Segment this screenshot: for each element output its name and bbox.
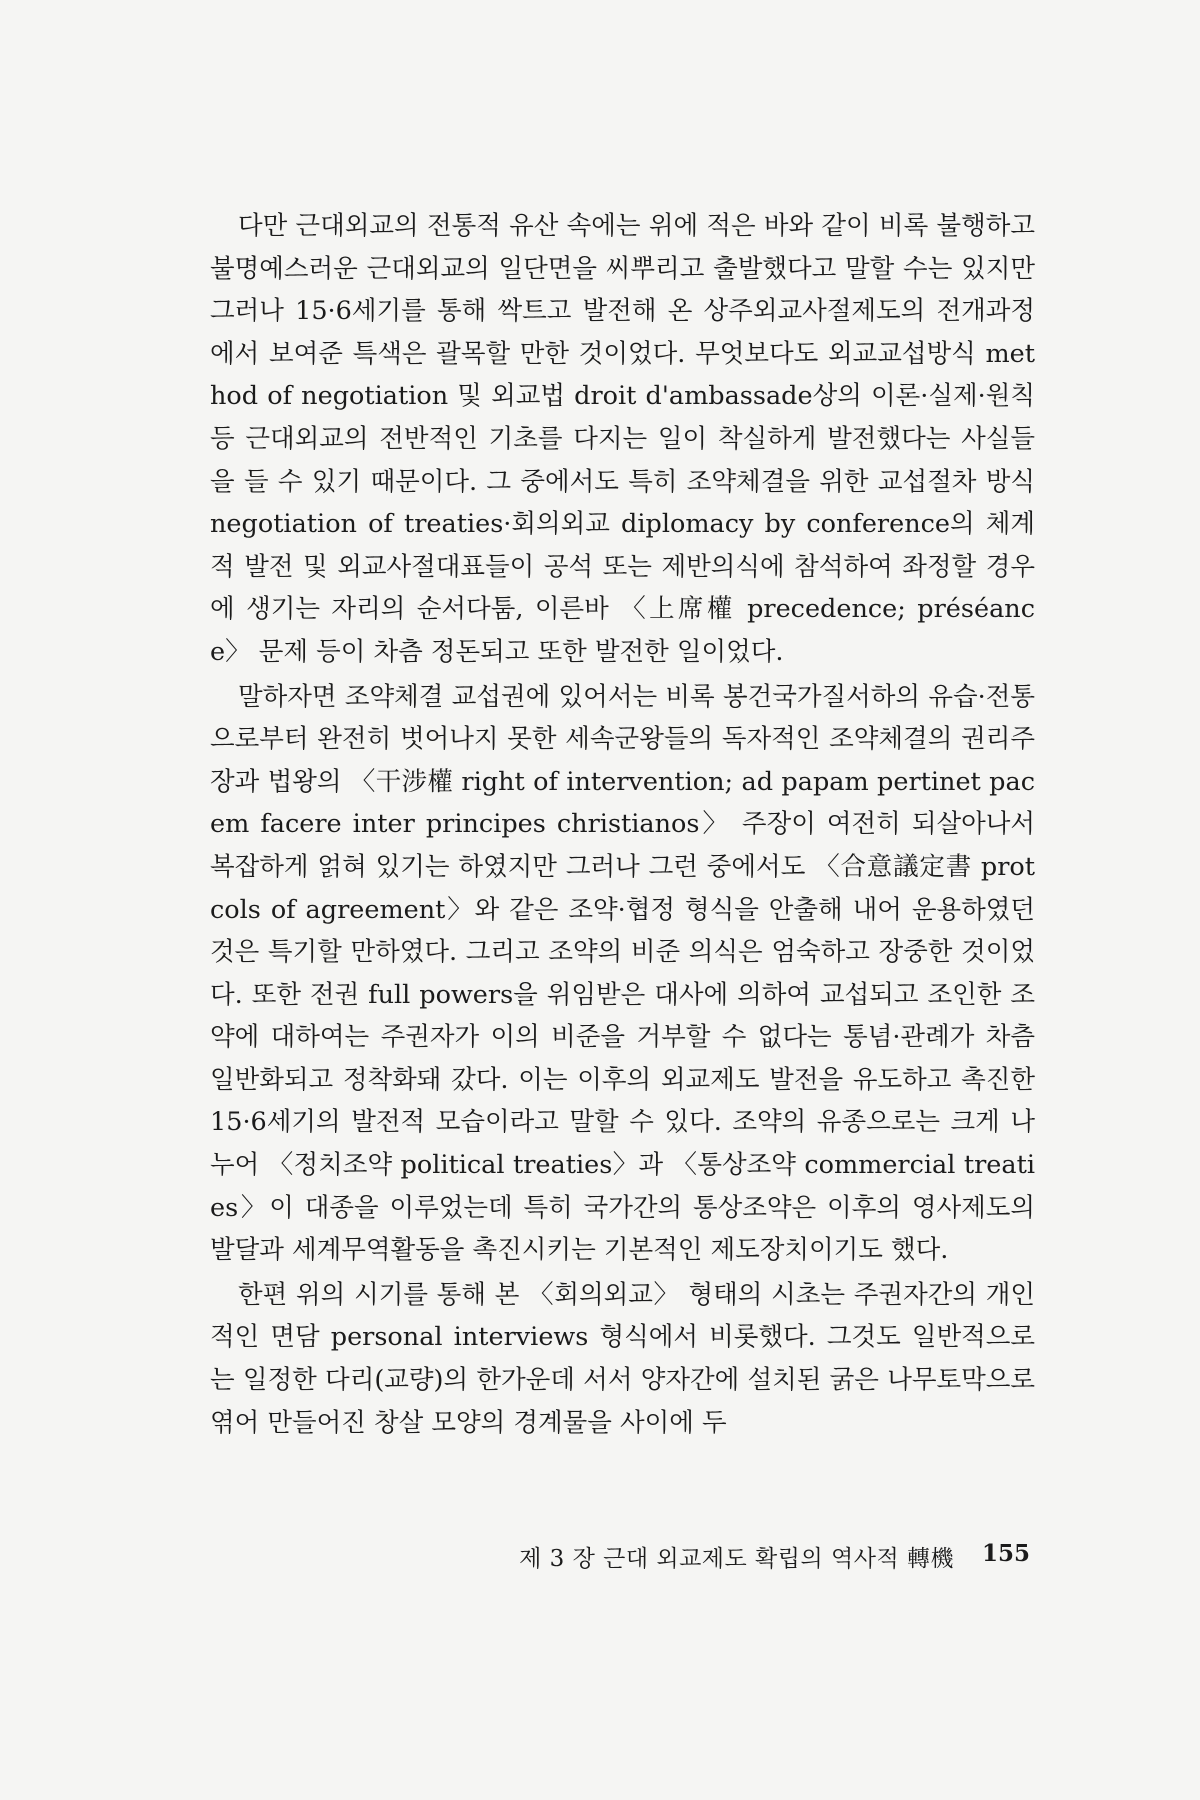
body-text	[210, 205, 1035, 1444]
paragraph-3: 한편 위의 시기를 통해 본 〈회의외교〉 형태의 시초는 주권자간의 개인적인 면담 personal interviews 형식에서 비롯했다. 그것도 일반적으로는 일정한 다리(교량)의 한가운데 서서 양자간에 설치된 굵은 나무토막으로 엮어 만들어진 창살 모양의 경계물을 사이에 두	[210, 1279, 1035, 1438]
page-number: 155	[981, 1540, 1030, 1567]
paragraph-2: 말하자면 조약체결 교섭권에 있어서는 비록 봉건국가질서하의 유습·전통으로부터 완전히 벗어나지 못한 세속군왕들의 독자적인 조약체결의 권리주장과 법왕의 〈干涉權 right of intervention; ad papam pertinet pacem facere inter principes christianos〉 주장이 여전히 되살아나서 복잡하게 얽혀 있기는 하였지만 그러나 그런 중에서도 〈合意議定書 protcols of agreement〉와 같은 조약·협정 형식을 안출해 내어 운용하였던 것은 특기할 만하였다. 그리고 조약의 비준 의식은 엄숙하고 장중한 것이었다. 또한 전권 full powers을 위임받은 대사에 의하여 교섭되고 조인한 조약에 대하여는 주권자가 이의 비준을 거부할 수 없다는 통념·관례가 차츰 일반화되고 정착화돼 갔다. 이는 이후의 외교제도 발전을 유도하고 촉진한 15·6세기의 발전적 모습이라고 말할 수 있다. 조약의 유종으로는 크게 나누어 〈정치조약 political treaties〉과 〈통상조약 commercial treaties〉이 대종을 이루었는데 특히 국가간의 통상조약은 이후의 영사제도의 발달과 세계무역활동을 촉진시키는 기본적인 제도장치이기도 했다.	[210, 681, 1035, 1266]
page-footer	[450, 1540, 1030, 1573]
paragraph-1: 다만 근대외교의 전통적 유산 속에는 위에 적은 바와 같이 비록 불행하고 불명예스러운 근대외교의 일단면을 씨뿌리고 출발했다고 말할 수는 있지만 그러나 15·6세기를 통해 싹트고 발전해 온 상주외교사절제도의 전개과정에서 보여준 특색은 괄목할 만한 것이었다. 무엇보다도 외교교섭방식 method of negotiation 및 외교법 droit d'ambassade상의 이론·실제·원칙 등 근대외교의 전반적인 기초를 다지는 일이 착실하게 발전했다는 사실들을 들 수 있기 때문이다. 그 중에서도 특히 조약체결을 위한 교섭절차 방식 negotiation of treaties·회의외교 diplomacy by conference의 체계적 발전 및 외교사절대표들이 공석 또는 제반의식에 참석하여 좌정할 경우에 생기는 자리의 순서다툼, 이른바 〈上席權 precedence; préséance〉 문제 등이 차츰 정돈되고 또한 발전한 일이었다.	[210, 211, 1035, 667]
running-footer-chapter-title: 제 3 장 근대 외교제도 확립의 역사적 轉機	[519, 1546, 954, 1572]
